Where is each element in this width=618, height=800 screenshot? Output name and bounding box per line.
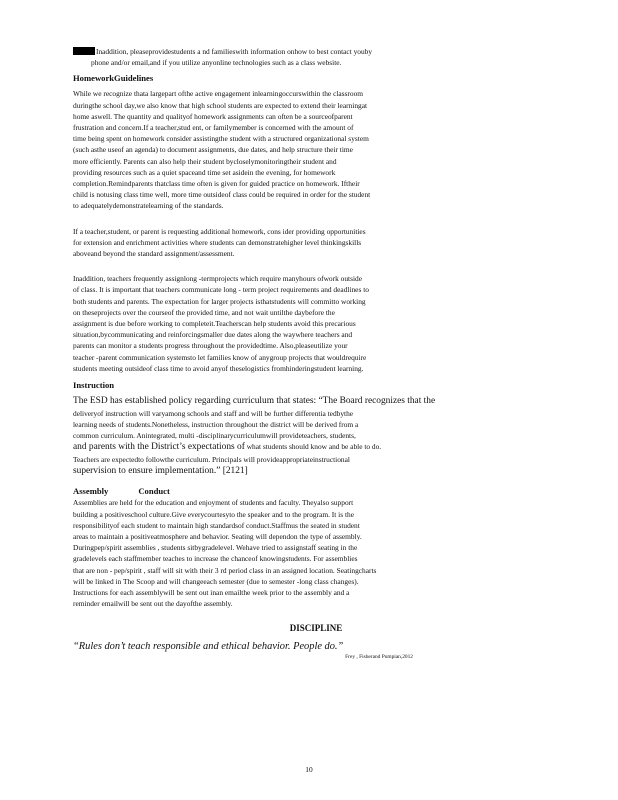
intro-paragraph (73, 46, 559, 68)
instruction-heading: Instruction (73, 380, 115, 391)
intro-line: Inaddition, pleaseprovidestudents a nd familieswith information onhow to best contact youby (96, 47, 373, 56)
homework-heading: HomeworkGuidelines (73, 73, 154, 84)
page-number: 10 (305, 765, 313, 774)
assembly-heading: Assembly Conduct (73, 486, 170, 497)
homework-paragraph-3: Inaddition, teachers frequently assignlong -termprojects which require manyhours ofwork outside of class. It is important that teachers communicate long - term project requirements and deadlines to both students and parents. The expectation for larger projects isthatstudents will committo working on theseprojects over the courseof the provided time, and not wait untilthe daybefore the assignment is due before working to completeit.Teacherscan help students avoid this precarious situation,bycommunicating and reinforcingsmaller due dates along the waywhere teachers and parents can monitor a students progress throughout the providedtime. Also,pleaseutilize your teacher -parent communication systemsto let families know of anygroup projects that wouldrequire students meeting outsideof class time to avoid anyof theselogistics fromhinderingstudent learning. (73, 274, 369, 373)
quote-attribution: Frey , Fisherand Pumpian,2012 (345, 654, 413, 661)
document-page (73, 46, 559, 661)
assembly-paragraph: Assemblies are held for the education and enjoyment of students and faculty. Theyalso support building a positiveschool culture.Give everycourtesyto the speaker and to the program. It is the responsibilityof each student to maintain high standardsof conduct.Staffmus the seated in student areas to maintain a positiveatmosphere and behavior. Seating will dependon the type of assembly. Duringpep/spirit assemblies , students sitbygradelevel. Wehave tried to assignstaff seating in the gradelevels each staffmember teaches to increase the chanceof knowingstudents. For assemblies that are non - pep/spirit , staff will sit with their 3 rd period class in an assigned location. Seatingcharts will be linked in The Scoop and will changeeach semester (due to semester -long class changes). Instructions for each assemblywill be sent out inan emailthe week prior to the assembly and a reminder emailwill be sent out the dayofthe assembly. (73, 498, 377, 609)
homework-paragraph-2: If a teacher,student, or parent is requesting additional homework, cons ider providing opportunities for extension and enrichment activities where students can demonstratehigher level thinkingskills aboveand beyond the standard assignment/assessment. (73, 226, 366, 259)
instruction-paragraph: The ESD has established policy regarding curriculum that states: “The Board recognizes that the deliveryof instruction will varyamong schools and staff and will be further differentia tedbythe learning needs of students.Nonetheless, instruction throughout the district will be derived from a common curriculum. Anintegrated, multi -disciplinarycurriculumwill provideteachers, students, and parents with the District’s expectations of what students should know and be able to do. Teachers are expectedto followthe curriculum. Principals will provideappropriateinstructional supervision to ensure implementation.” [2121] (73, 396, 436, 476)
homework-paragraph-1: While we recognize thata largepart ofthe active engagement inlearningoccurswithin the classroom duringthe school day,we also know that high school students are expected to extend their learningat home aswell. The quantity and qualityof homework assignments can often be a sourceofparent frustration and concern.If a teacher,stud ent, or familymember is concerned with the amount of time being spent on homework consider assistingthe student with a structured organizational system (such asthe useof an agenda) to document assignments, due dates, and help structure their time more efficiently. Parents can also help their student bycloselymonitoringtheir student and providing resources such as a quiet spaceand time set asidein the evening, for homework completion.Remindparents thatclass time often is given for guided practice on homework. Iftheir child is notusing class time well, more time outsideof class could be required in order for the student to adequatelydemonstratelearning of the standards. (73, 89, 371, 211)
redaction-block (73, 47, 95, 55)
discipline-heading: DISCIPLINE (289, 623, 343, 634)
discipline-quote: “Rules don’t teach responsible and ethical behavior. People do.” (73, 641, 344, 653)
intro-line: phone and/or email,and if you utilize anyonline technologies such as a class website. (91, 58, 342, 68)
